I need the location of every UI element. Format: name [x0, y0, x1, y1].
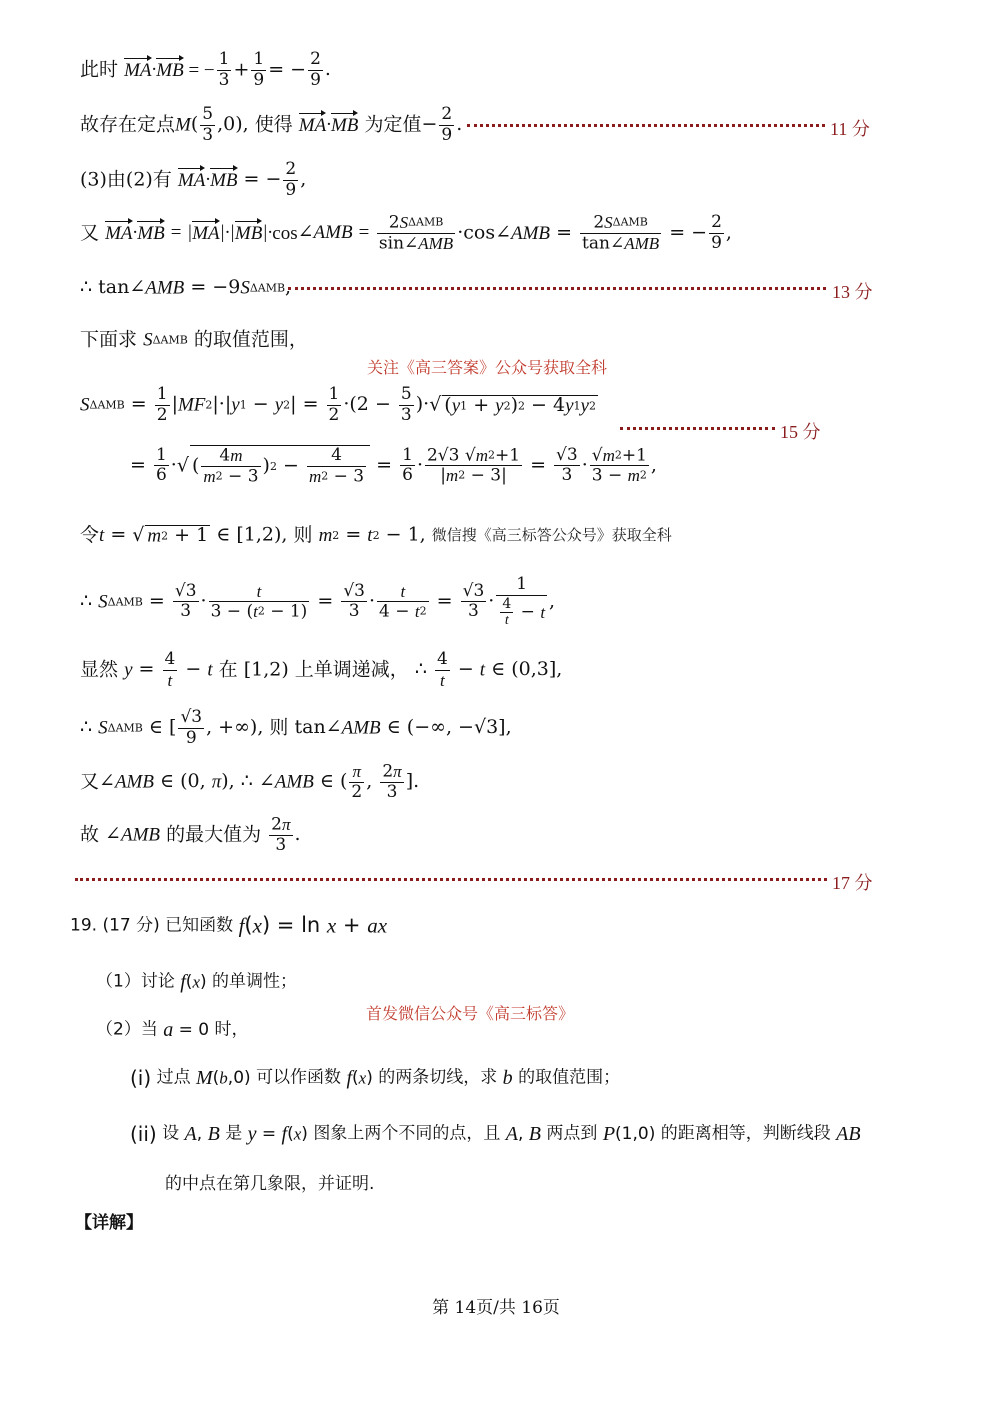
question-part-2: （2）当 a = 0 时， [96, 1019, 249, 1041]
solution-line-11: 显然 y = $\frac{4}{t}$ − t 在 [1,2) 上单调递减， ∴ $\frac{4}{t}$ − t ∈ (0,3], [80, 649, 563, 690]
watermark: 微信搜《高三标答公众号》获取全科 [431, 525, 672, 544]
dotted-leader [467, 124, 825, 127]
solution-line-7: SΔAMB = $\frac{1}{2}$ |MF2|·|y1 − y2| = $\frac{1}{2}$ ·(2 − $\frac{5}{3}$ )·√ (y1 + y2)2 − 4y1y2 [80, 384, 596, 425]
solution-line-12: ∴ SΔAMB ∈ [ $\frac{√3}{9}$ , +∞), 则 tan∠AMB ∈ (−∞, −√3], [80, 707, 512, 748]
solution-line-14: 故 ∠AMB 的最大值为 $\frac{2\pi}{3}$ . [80, 814, 301, 855]
dotted-leader [75, 878, 827, 881]
score-label: 11 分 [830, 119, 870, 139]
solution-line-2: 故存在定点M( $\frac{5}{3}$ ,0), 使得 MA·MB 为定值− $\frac{2}{9}$ . [80, 104, 463, 145]
watermark: 首发微信公众号《高三标答》 [366, 1004, 575, 1023]
question-part-2-ii-cont: 的中点在第几象限，并证明. [165, 1174, 375, 1194]
page-footer: 第 14页/共 16页 [432, 1298, 560, 1318]
question-part-2-ii: (ii) 设 A, B 是 y = f(x) 图象上两个不同的点，且 A, B 两点到 P(1,0) 的距离相等，判断线段 AB [130, 1122, 861, 1146]
solution-line-4: 又 MA·MB = |MA|·|MB|·cos∠AMB = $\frac{\text{2SΔAMB}}{\text{sin∠AMB}}$ ·cos∠AMB = $\frac{\text{2SΔAMB}}{\text{tan∠AMB}}$ = − $\frac{2}{9}$ , [80, 212, 732, 254]
solution-line-10: ∴ SΔAMB = $\frac{√3}{3}$ · $\frac{t}{3 - (t2 - 1)}$ = $\frac{√3}{3}$ · $\frac{t}{4 - t2}$ = $\frac{√3}{3}$ · 1 $\frac{4}{t}$ − t , [80, 574, 556, 628]
detail-label: 【详解】 [75, 1213, 143, 1233]
score-label: 17 分 [832, 873, 873, 893]
solution-line-6: 下面求 SΔAMB 的取值范围， [80, 328, 308, 351]
watermark: 关注《高三答案》公众号获取全科 [367, 358, 608, 377]
question-19-header: 19. (17 分) 已知函数 f(x) = ln x + ax [70, 913, 388, 938]
solution-line-1: 此时 MA·MB = − $\frac{1}{3}$ + $\frac{1}{9}$ = − $\frac{2}{9}$ . [80, 49, 331, 90]
question-part-2-i: (i) 过点 M(b,0) 可以作函数 f(x) 的两条切线，求 b 的取值范围； [130, 1066, 621, 1090]
solution-line-8: = $\frac{1}{6}$ ·√ ( $\frac{4m}{m2 - 3}$ )2 − $\frac{4}{m2 - 3}$ = $\frac{1}{6}$ · $\frac{2√3 √m2+1}{|m2 - 3|}$ = $\frac{√3}{3}$ · $\frac{√m2+1}{3 - m2}$ , [130, 444, 657, 487]
score-label: 13 分 [832, 282, 873, 302]
solution-line-3: (3)由(2)有 MA·MB = − $\frac{2}{9}$ , [80, 159, 307, 200]
dotted-leader [620, 427, 775, 430]
score-label: 15 分 [780, 422, 821, 442]
solution-line-5: ∴ tan∠AMB = −9SΔAMB, [80, 276, 292, 299]
solution-line-9: 令t = √ m2 + 1 ∈ [1,2), 则 m2 = t2 − 1, 微信搜《高三标答公众号》获取全科 [80, 523, 672, 547]
question-part-1: （1）讨论 f(x) 的单调性； [96, 971, 298, 993]
dotted-leader [288, 287, 826, 290]
solution-line-13: 又∠AMB ∈ (0, π), ∴ ∠AMB ∈ ( $\frac{\pi}{2}$ , $\frac{2\pi}{3}$ ]. [80, 761, 420, 802]
